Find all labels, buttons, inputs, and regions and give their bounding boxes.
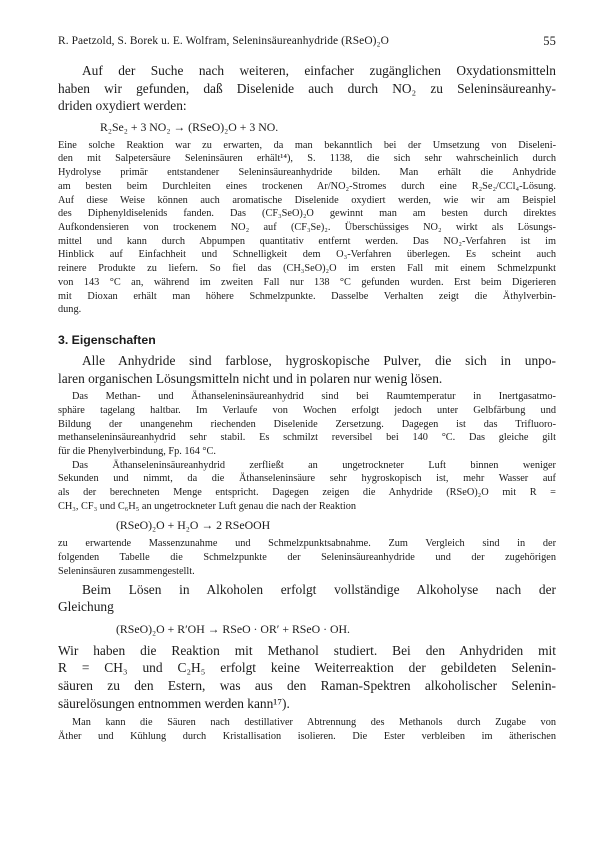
equation-no2-oxidation: R₂Se₂ + 3 NO₂ → (RSeO)₂O + 3 NO. <box>100 119 279 134</box>
text-line: Wir haben die Reaktion mit Methanol studiert. Bei den Anhydriden mit <box>58 642 556 658</box>
text-line: Auf diese Weise können auch aromatische Diselenide oxydiert werden, wie wir am Beispiel <box>58 194 556 206</box>
running-title: R. Paetzold, S. Borek u. E. Wolfram, Seleninsäureanhydride (RSeO)₂O <box>58 35 389 47</box>
equation-hydrolysis: (RSeO)₂O + H₂O → 2 RSeOOH <box>116 518 271 533</box>
text-line: mit Dioxan erhält man höhere Schmelzpunkte. Dasselbe Verhalten zeigt die Äthylverbin- <box>58 290 556 302</box>
text-line: Seleninsäuren zusammengestellt. <box>58 565 195 577</box>
text-line: Auf der Suche nach weiteren, einfacher zugänglichen Oxydationsmitteln <box>82 63 556 78</box>
text-line: reinere Produkte zu liefern. So fiel das (CH₃SeO)₂O im ersten Fall mit einem Schmelzpunkt <box>58 263 556 275</box>
paragraph-reaction-details <box>58 139 556 317</box>
text-line: folgenden Tabelle die Schmelzpunkte der Seleninsäureanhydride und der zugehörigen <box>58 552 556 564</box>
text-line: Aufkondensieren von trockenem NO₂ auf (CF₃Se)₂. Überschüssiges NO₂ wirkt als Lösungs- <box>58 222 556 233</box>
text-line: Beim Lösen in Alkoholen erfolgt vollständige Alkoholyse nach der <box>82 581 556 597</box>
intro-paragraph <box>58 62 556 115</box>
text-line: Man kann die Säuren nach destillativer Abtrennung des Methanols durch Zugabe von <box>72 717 556 729</box>
section-heading: 3. Eigenschaften <box>58 332 156 347</box>
text-line: sphäre tagelang haltbar. Im Verlaufe von Wochen erfolgt jedoch unter Gelbfärbung und <box>58 404 556 416</box>
text-line: Eine solche Reaktion war zu erwarten, da man bekanntlich bei der Umsetzung von Diseleni- <box>58 139 556 151</box>
paragraph-stability <box>58 390 556 459</box>
text-line: säuren zu den Estern, was aus den Raman-Spektren alkoholischer Selenin- <box>58 677 556 693</box>
text-line: zu erwartende Massenzunahme und Schmelzpunktsabnahme. Zum Vergleich sind in der <box>58 538 556 550</box>
text-line: als der berechneten Menge entspricht. Dagegen zeigen die Anhydride (RSeO)₂O mit R = <box>58 487 556 499</box>
text-line: Das Methan- und Äthanseleninsäureanhydrid sind bei Raumtemperatur in Inertgasatmo- <box>72 391 556 403</box>
text-line: dung. <box>58 304 82 316</box>
paragraph-alcoholysis <box>58 581 556 616</box>
text-line: am besten beim Durchleiten eines trockenen Ar/NO₂-Stromes durch eine R₂Se₂/CCl₄-Lösung. <box>58 180 556 192</box>
text-line: mittel und kann durch Abpumpen quantitativ entfernt werden. Das NO₂-Verfahren ist im <box>58 235 556 247</box>
text-line: von 143 °C an, während im zweiten Fall nur 138 °C gefunden wurden. Erst beim Digerieren <box>58 276 556 288</box>
page <box>58 34 556 744</box>
running-head <box>58 34 556 48</box>
text-line: des Diphenyldiselenids fanden. Das (CF₃SeO)₂O gewinnt man am besten durch direktes <box>58 208 556 220</box>
text-line: R = CH₃ und C₂H₅ erfolgt keine Weiterreaktion der gebildeten Selenin- <box>58 660 556 676</box>
page-number: 55 <box>543 34 556 48</box>
text-line: CH₃, CF₃ und C₆H₅ an ungetrockneter Luft genau die nach der Reaktion <box>58 500 357 512</box>
text-line: Hydrolyse primär entstandener Seleninsäureanhydride bilden. Man erhält die Anhydride <box>58 167 556 179</box>
paragraph-isolation <box>58 716 556 743</box>
text-line: Hinblick auf Einfachheit und Schnelligkeit dem O₃-Verfahren überlegen. Es scheint auch <box>58 249 556 261</box>
text-line: haben wir gefunden, daß Diselenide auch durch NO₂ zu Seleninsäureanhy- <box>58 80 556 96</box>
paragraph-hygroscopic <box>58 459 556 514</box>
text-line: Bildung der unangenehm riechenden Diselenide Zersetzung. Dagegen ist das Trifluoro- <box>58 418 556 430</box>
text-line: Sekunden und nimmt, da die Äthanseleninsäure sehr hygroskopisch ist, mehr Wasser auf <box>58 473 556 485</box>
paragraph-comparison <box>58 537 556 578</box>
text-line: methanseleninsäureanhydrid sehr stabil. Es schmilzt reversibel bei 140 °C. Das gleiche gilt <box>58 432 556 444</box>
text-line: Alle Anhydride sind farblose, hygroskopische Pulver, die sich in unpo- <box>82 352 556 368</box>
text-line: Äther und Kühlung durch Kristallisation isolieren. Die Ester verbleiben im ätherischen <box>58 730 556 742</box>
text-line: Gleichung <box>58 599 114 615</box>
equation-alcoholysis: (RSeO)₂O + R′OH → RSeO · OR′ + RSeO · OH. <box>116 621 350 636</box>
text-line: für die Phenylverbindung, Fp. 164 °C. <box>58 445 216 457</box>
text-line: Das Äthanseleninsäureanhydrid zerfließt an ungetrockneter Luft binnen weniger <box>72 459 556 471</box>
text-line: driden oxydiert werden: <box>58 98 187 114</box>
text-line: den mit Salpetersäure Seleninsäuren erhält¹⁴), S. 1138, die sich sehr wahrscheinlich durch <box>58 153 556 165</box>
text-line: laren organischen Lösungsmitteln nicht und in polaren nur wenig lösen. <box>58 370 443 386</box>
paragraph-methanol <box>58 642 556 712</box>
text-line: säurelösungen entnommen werden kann¹⁷). <box>58 695 290 711</box>
paragraph-properties <box>58 352 556 387</box>
